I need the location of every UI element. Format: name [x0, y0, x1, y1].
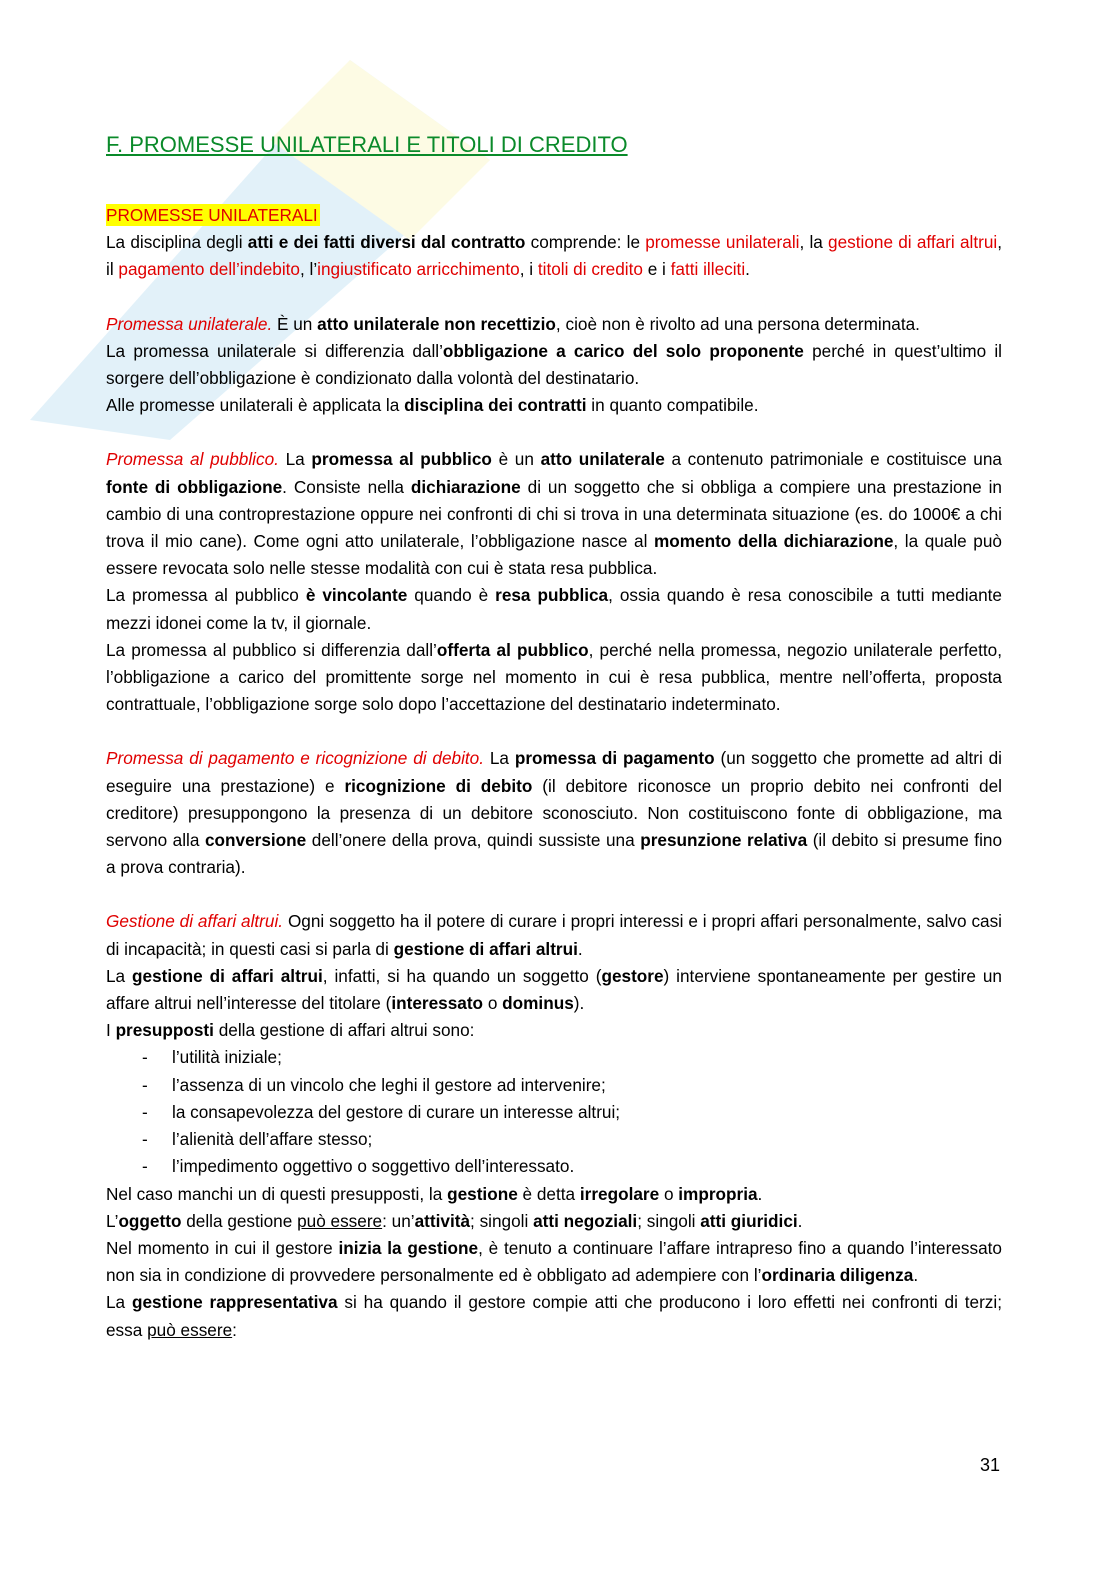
page-title: F. PROMESSE UNILATERALI E TITOLI DI CREDITO [106, 132, 628, 157]
paragraph-intro: La disciplina degli atti e dei fatti diversi dal contratto comprende: le promesse unilaterali, la gestione di affari altrui, il pagamento dell’indebito, l’ingiustificato arricchimento, i titoli di credito e i fatti illeciti. [106, 232, 1002, 280]
paragraph-text: La gestione rappresentativa si ha quando il gestore compie atti che producono i loro effetti nei confronti di terzi; essa può essere: [106, 1292, 1002, 1340]
subheading: Promessa di pagamento e ricognizione di debito. [106, 748, 485, 769]
paragraph-promessa-pubblico: Promessa al pubblico. La promessa al pubblico è un atto unilaterale a contenuto patrimoniale e costituisce una fonte di obbligazione. Consiste nella dichiarazione di un soggetto che si obbliga a compiere una prestazione in cambio di una controprestazione oppure nei confronti di chi si trova in una determinata situazione (es. do 1000€ a chi trova il mio cane). Come ogni atto unilaterale, l’obbligazione nasce al momento della dichiarazione, la quale può essere revocata solo nelle stesse modalità con cui è stata resa pubblica. [106, 449, 1002, 579]
list-item: - la consapevolezza del gestore di curare un interesse altrui; [106, 1099, 1002, 1126]
paragraph-text: Nel caso manchi un di questi presupposti, la gestione è detta irregolare o impropria. [106, 1183, 763, 1204]
subheading: Promessa al pubblico. [106, 449, 279, 470]
section-label: PROMESSE UNILATERALI [106, 205, 318, 225]
subheading: Gestione di affari altrui. [106, 911, 284, 932]
subheading: Promessa unilaterale. [106, 313, 273, 334]
list-item: - l’impedimento oggettivo o soggettivo dell’interessato. [106, 1153, 1002, 1180]
list-item: - l’assenza di un vincolo che leghi il gestore ad intervenire; [106, 1072, 1002, 1099]
paragraph-text: I presupposti della gestione di affari altrui sono: [106, 1020, 475, 1041]
presupposti-list [106, 1044, 1002, 1180]
paragraph-text: La gestione di affari altrui, infatti, si ha quando un soggetto (gestore) interviene spontaneamente per gestire un affare altrui nell’interesse del titolare (interessato o dominus). [106, 965, 1002, 1014]
paragraph-promessa-unilaterale: Promessa unilaterale. È un atto unilaterale non recettizio, cioè non è rivolto ad una persona determinata. [106, 313, 920, 334]
paragraph-text: La promessa al pubblico si differenzia dall’offerta al pubblico, perché nella promessa, negozio unilaterale perfetto, l’obbligazione a carico del promittente sorge nel momento in cui è resa pubblica, mentre nell’offerta, proposta contrattuale, l’obbligazione sorge solo dopo l’accettazione del destinatario indeterminato. [106, 639, 1003, 715]
paragraph-text: Nel momento in cui il gestore inizia la gestione, è tenuto a continuare l’affare intrapreso fino a quando l’interessato non sia in condizione di provvedere personalmente ed è obbligato ad adempiere con l’ordinaria diligenza. [106, 1237, 1002, 1286]
paragraph-text: La promessa unilaterale si differenzia dall’obbligazione a carico del solo proponente perché in quest’ultimo il sorgere dell’obbligazione è condizionato dalla volontà del destinatario. [106, 340, 1002, 389]
paragraph-text: Alle promesse unilaterali è applicata la disciplina dei contratti in quanto compatibile. [106, 395, 759, 416]
paragraph-text: L’oggetto della gestione può essere: un’attività; singoli atti negoziali; singoli atti giuridici. [106, 1210, 803, 1231]
paragraph-gestione-affari: Gestione di affari altrui. Ogni soggetto ha il potere di curare i propri interessi e i propri affari personalmente, salvo casi di incapacità; in questi casi si parla di gestione di affari altrui. [106, 911, 1003, 959]
list-item: - l’utilità iniziale; [106, 1044, 1002, 1071]
document-page [106, 130, 1002, 1344]
paragraph-text: La promessa al pubblico è vincolante quando è resa pubblica, ossia quando è resa conoscibile a tutti mediante mezzi idonei come la tv, il giornale. [106, 585, 1002, 633]
paragraph-promessa-pagamento: Promessa di pagamento e ricognizione di debito. La promessa di pagamento (un soggetto che promette ad altri di eseguire una prestazione) e ricognizione di debito (il debitore riconosce un proprio debito nei confronti del creditore) presuppongono la presenza di un debitore sconosciuto. Non costituiscono fonte di obbligazione, ma servono alla conversione dell’onere della prova, quindi sussiste una presunzione relativa (il debito si presume fino a prova contraria). [106, 748, 1003, 878]
list-item: - l’alienità dell’affare stesso; [106, 1126, 1002, 1153]
page-number: 31 [980, 1455, 1001, 1475]
